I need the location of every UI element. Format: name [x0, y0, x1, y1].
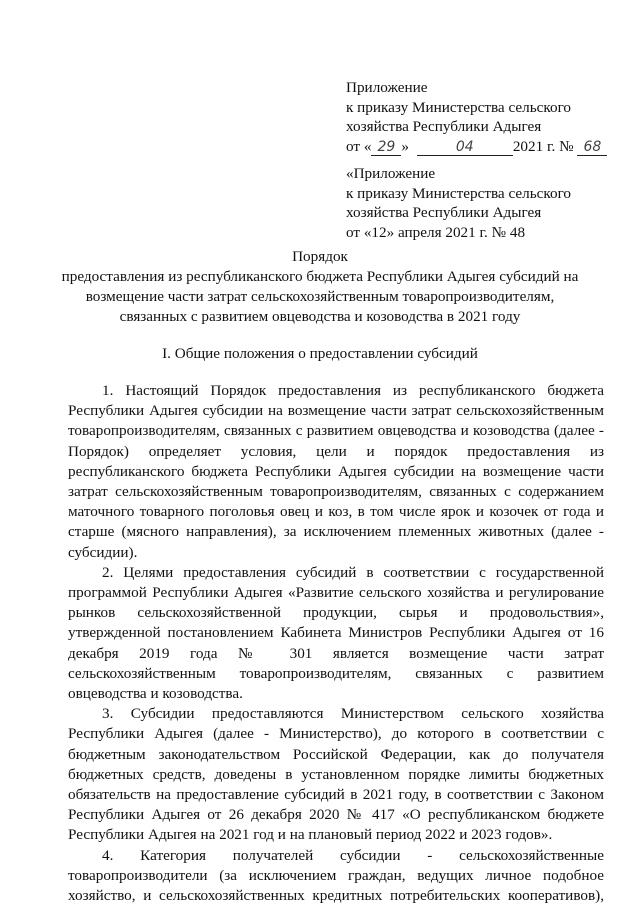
appendix-line: Приложение: [346, 79, 428, 96]
title-line: возмещение части затрат сельскохозяйственным товаропроизводителям,: [85, 288, 555, 305]
paragraph-4: 4. Категория получателей субсидии - сельскохозяйственные товаропроизводители (за исключением граждан, ведущих личное подобное хозяйство, и сельскохозяйственных кредитных потребительских кооперативов),: [68, 846, 604, 905]
title-line: Порядок: [292, 248, 348, 265]
document-title: [20, 247, 620, 327]
date-prefix: от «: [346, 137, 372, 155]
appendix-line: хозяйства Республики Адыгея: [346, 204, 542, 221]
appendix-line: «Приложение: [346, 165, 436, 182]
appendix-header-old: [346, 164, 636, 242]
appendix-line: к приказу Министерства сельского: [346, 98, 572, 116]
document-body: [68, 381, 604, 906]
section-heading: I. Общие положения о предоставлении субсидий: [162, 345, 478, 362]
title-line: предоставления из республиканского бюджета Республики Адыгея субсидий на: [61, 268, 579, 285]
appendix-date-line: [346, 137, 636, 157]
paragraph-2: 2. Целями предоставления субсидий в соответствии с государственной программой Республики Адыгея «Развитие сельского хозяйства и регулирование рынков сельскохозяйственной продукции, сырья и продовольствия», утвержденной постановлением Кабинета Министров Республики Адыгея от 16 декабря 2019 года № 301 является возмещение части затрат сельскохозяйственным товаропроизводителям, связанных с развитием овцеводства и козоводства.: [68, 563, 604, 703]
appendix-line: от «12» апреля 2021 г. № 48: [346, 223, 526, 241]
paragraph-1: 1. Настоящий Порядок предоставления из республиканского бюджета Республики Адыгея субсидии на возмещение части затрат сельскохозяйственным товаропроизводителям, связанных с развитием овцеводства и козоводства (далее - Порядок) определяет условия, цели и порядок предоставления из республиканского бюджета Республики Адыгея субсидии на возмещение части затрат сельскохозяйственным товаропроизводителям, связанных с содержанием маточного товарного поголовья овец и коз, в том числе ярок и козочек от года и старше (мясного направления), за исключением племенных животных (далее - субсидии).: [68, 382, 604, 561]
appendix-line: к приказу Министерства сельского: [346, 184, 572, 202]
date-mid: »: [401, 137, 410, 155]
appendix-line: хозяйства Республики Адыгея: [346, 118, 542, 135]
date-year-text: 2021 г. №: [512, 137, 574, 155]
handwritten-number: 68: [577, 140, 607, 156]
appendix-header-new: [346, 78, 636, 156]
handwritten-day: 29: [371, 140, 401, 156]
handwritten-month: 04: [417, 140, 513, 156]
title-line: связанных с развитием овцеводства и козоводства в 2021 году: [119, 308, 521, 325]
paragraph-3: 3. Субсидии предоставляются Министерством сельского хозяйства Республики Адыгея (далее - Министерство), до которого в соответствии с бюджетным законодательством Российской Федерации, как до получателя бюджетных средств, доведены в установленном порядке лимиты бюджетных обязательств на предоставление субсидий в 2021 году, в соответствии с Законом Республики Адыгея от 26 декабря 2020 № 417 «О республиканском бюджете Республики Адыгея на 2021 год и на плановый период 2022 и 2023 годов».: [68, 705, 604, 844]
